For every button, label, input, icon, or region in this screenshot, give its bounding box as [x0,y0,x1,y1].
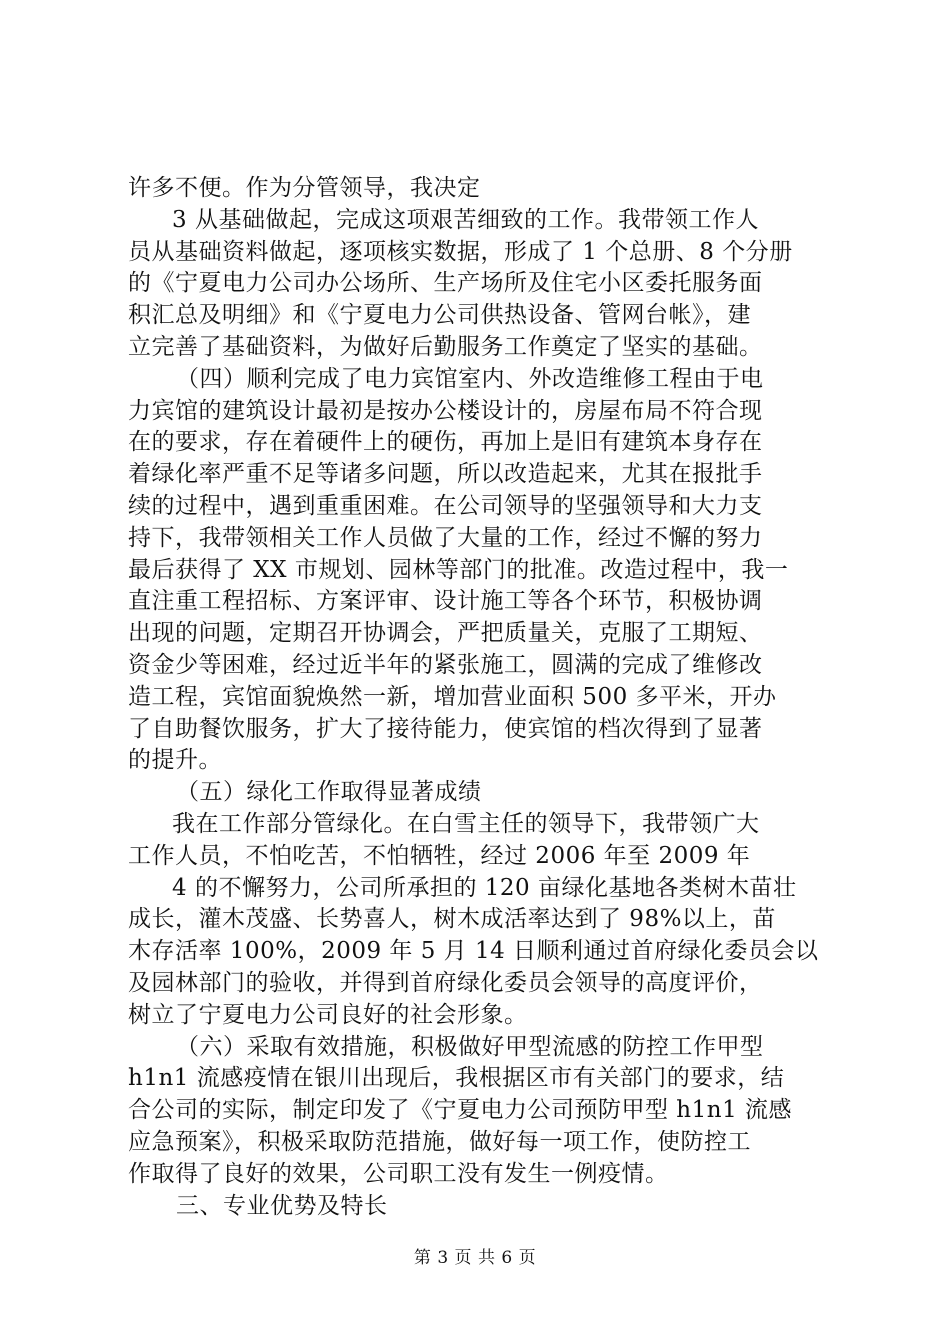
section-heading-6: （六）采取有效措施，积极做好甲型流感的防控工作甲型 [176,1033,764,1060]
page-number-footer: 第 3 页 共 6 页 [413,1248,537,1268]
text-line: 工作人员，不怕吃苦，不怕牺牲，经过 2006 年至 2009 年 [128,842,751,869]
text-line: h1n1 流感疫情在银川出现后，我根据区市有关部门的要求，结 [128,1065,785,1092]
text-line: 3 从基础做起，完成这项艰苦细致的工作。我带领工作人 [172,206,759,233]
text-line: 造工程，宾馆面貌焕然一新，增加营业面积 500 多平米，开办 [128,683,777,710]
text-line: 积汇总及明细》和《宁夏电力公司供热设备、管网台帐》，建 [128,302,751,329]
text-line: 及园林部门的验收，并得到首府绿化委员会领导的高度评价， [128,969,763,996]
text-line: 直注重工程招标、方案评审、设计施工等各个环节，积极协调 [128,588,763,615]
text-line: 许多不便。作为分管领导，我决定 [128,175,481,201]
text-line: 木存活率 100%，2009 年 5 月 14 日顺利通过首府绿化委员会以 [128,938,819,965]
text-line: 续的过程中，遇到重重困难。在公司领导的坚强领导和大力支 [128,492,763,519]
text-line: 作取得了良好的效果，公司职工没有发生一例疫情。 [128,1160,669,1187]
text-line: 出现的问题，定期召开协调会，严把质量关，克服了工期短、 [128,620,763,647]
text-line: 立完善了基础资料，为做好后勤服务工作奠定了坚实的基础。 [128,333,763,360]
text-line: 持下，我带领相关工作人员做了大量的工作，经过不懈的努力 [128,524,763,551]
text-line: 我在工作部分管绿化。在白雪主任的领导下，我带领广大 [172,810,760,837]
section-heading-5: （五）绿化工作取得显著成绩 [176,779,482,806]
text-line: 树立了宁夏电力公司良好的社会形象。 [128,1001,528,1028]
text-line: 合公司的实际，制定印发了《宁夏电力公司预防甲型 h1n1 流感 [128,1097,793,1124]
text-line: 应急预案》，积极采取防范措施，做好每一项工作，使防控工 [128,1128,751,1155]
text-line: 最后获得了 XX 市规划、园林等部门的批准。改造过程中，我一 [128,556,789,583]
text-line: 了自助餐饮服务，扩大了接待能力，使宾馆的档次得到了显著 [128,715,763,742]
text-line: 资金少等困难，经过近半年的紧张施工，圆满的完成了维修改 [128,651,763,678]
document-body [128,173,828,1222]
section-heading-3: 三、专业优势及特长 [176,1192,388,1219]
text-line: 着绿化率严重不足等诸多问题，所以改造起来，尤其在报批手 [128,461,763,488]
text-line: 4 的不懈努力，公司所承担的 120 亩绿化基地各类树木苗壮 [172,874,797,901]
text-line: 的提升。 [128,747,222,774]
text-line: 的《宁夏电力公司办公场所、生产场所及住宅小区委托服务面 [128,270,763,297]
text-line: 在的要求，存在着硬件上的硬伤，再加上是旧有建筑本身存在 [128,429,763,456]
text-line: 力宾馆的建筑设计最初是按办公楼设计的，房屋布局不符合现 [128,397,763,424]
text-line: 员从基础资料做起，逐项核实数据，形成了 1 个总册、8 个分册 [128,238,793,265]
text-line: 成长，灌木茂盛、长势喜人，树木成活率达到了 98%以上，苗 [128,906,776,933]
section-heading-4: （四）顺利完成了电力宾馆室内、外改造维修工程由于电 [176,365,764,392]
